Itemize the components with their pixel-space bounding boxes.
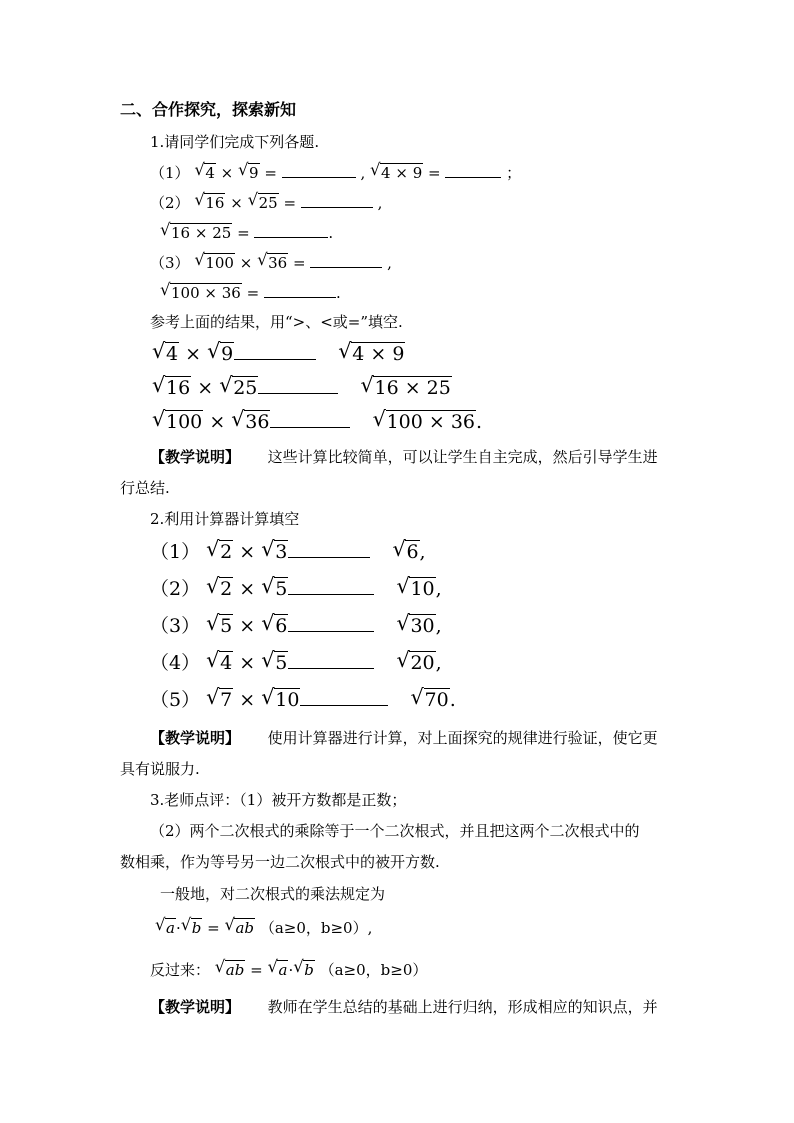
teaching-note-1-cont: 行总结. <box>120 479 170 497</box>
reverse-rule: 反过来： √ ab = √ a· √ b （a≥0，b≥0） <box>150 957 428 979</box>
sqrt-4: √ 4 <box>194 160 215 182</box>
sqrt-9: √ 9 <box>207 339 234 365</box>
sqrt-a: √ 7 <box>206 685 233 711</box>
row-number: （4） <box>150 652 201 674</box>
row-number: （2） <box>150 578 201 600</box>
answer-blank[interactable] <box>445 162 501 178</box>
answer-blank[interactable] <box>301 192 373 208</box>
sqrt-b: √ b <box>293 957 314 979</box>
q1-row2: （2） √ 16 × √ 25 = , <box>150 190 383 212</box>
sqrt-36: √ 36 <box>257 250 288 272</box>
compare-blank[interactable] <box>234 341 316 360</box>
compare-blank[interactable] <box>288 613 374 632</box>
sqrt-100: √ 100 <box>194 250 234 272</box>
sqrt-25: √ 25 <box>219 373 258 399</box>
sqrt-product: √ 4 × 9 <box>338 339 405 365</box>
sqrt-b: √ 6 <box>261 611 288 637</box>
note-text: 使用计算器进行计算，对上面探究的规律进行验证，使它更 <box>267 729 658 747</box>
sqrt-product: √ 100 × 36 <box>372 407 476 433</box>
q3-line3: 数相乘，作为等号另一边二次根式中的被开方数. <box>120 853 440 871</box>
sqrt-ab: √ ab <box>224 915 255 937</box>
sqrt-c: √ 20 <box>396 648 435 674</box>
sqrt-16: √ 16 <box>194 190 225 212</box>
sqrt-16: √ 16 <box>152 373 191 399</box>
sqrt-c: √ 70 <box>410 685 449 711</box>
q1-title: 1.请同学们完成下列各题. <box>150 133 320 151</box>
row-number: （3） <box>150 615 201 637</box>
q2-row1: （1） √ 2 × √ 3 √ 6, <box>150 537 426 563</box>
teaching-note-2 <box>150 728 658 748</box>
q1-row1: （1） √ 4 × √ 9 = , √ 4 × 9 = ； <box>150 160 522 182</box>
q1-row3b: √ 100 × 36 = . <box>160 280 341 302</box>
sqrt-a: √ 4 <box>206 648 233 674</box>
q3-line2: （2）两个二次根式的乘除等于一个二次根式，并且把这两个二次根式中的 <box>150 822 640 840</box>
sqrt-b: √ 10 <box>261 685 300 711</box>
sqrt-36: √ 36 <box>231 407 270 433</box>
sqrt-a: √ 2 <box>206 537 233 563</box>
teaching-note-3 <box>150 997 658 1017</box>
note-tag: 【教学说明】 <box>150 729 241 747</box>
compare-blank[interactable] <box>258 375 338 394</box>
rule-condition: （a≥0，b≥0）, <box>259 919 373 937</box>
q2-row5: （5） √ 7 × √ 10 √ 70. <box>150 685 456 711</box>
q2-row3: （3） √ 5 × √ 6 √ 30, <box>150 611 442 637</box>
q3-title: 3.老师点评：（1）被开方数都是正数； <box>150 791 407 809</box>
sqrt-product: √ 100 × 36 <box>160 280 241 302</box>
compare-row1: √ 4 × √ 9 √ 4 × 9 <box>152 339 405 365</box>
answer-blank[interactable] <box>310 252 382 268</box>
row-number: （3） <box>150 254 190 272</box>
sqrt-product: √ 16 × 25 <box>160 220 232 242</box>
compare-blank[interactable] <box>288 650 374 669</box>
row-number: （1） <box>150 541 201 563</box>
answer-blank[interactable] <box>254 222 328 238</box>
sqrt-100: √ 100 <box>152 407 203 433</box>
q3-general: 一般地，对二次根式的乘法规定为 <box>160 885 386 903</box>
teaching-note-2-cont: 具有说服力. <box>120 760 200 778</box>
sqrt-c: √ 30 <box>396 611 435 637</box>
compare-blank[interactable] <box>270 409 350 428</box>
reverse-label: 反过来： <box>150 961 211 979</box>
sqrt-ab: √ ab <box>214 957 245 979</box>
compare-row3: √ 100 × √ 36 √ 100 × 36. <box>152 407 483 433</box>
row-number: （2） <box>150 194 190 212</box>
note-tag: 【教学说明】 <box>150 448 241 466</box>
row-number: （1） <box>150 164 190 182</box>
sqrt-4: √ 4 <box>152 339 179 365</box>
reverse-condition: （a≥0，b≥0） <box>319 961 428 979</box>
sqrt-b: √ 3 <box>261 537 288 563</box>
teaching-note-1 <box>150 447 658 467</box>
answer-blank[interactable] <box>264 282 336 298</box>
answer-blank[interactable] <box>282 162 356 178</box>
multiplication-rule: √ a· √ b = √ ab （a≥0，b≥0）, <box>155 915 373 937</box>
compare-blank[interactable] <box>288 539 370 558</box>
q2-title: 2.利用计算器计算填空 <box>150 510 300 528</box>
compare-row2: √ 16 × √ 25 √ 16 × 25 <box>152 373 451 399</box>
q2-row4: （4） √ 4 × √ 5 √ 20, <box>150 648 442 674</box>
sqrt-25: √ 25 <box>247 190 278 212</box>
sqrt-a: √ a <box>267 957 288 979</box>
note-text: 这些计算比较简单，可以让学生自主完成，然后引导学生进 <box>267 448 658 466</box>
row-number: （5） <box>150 689 201 711</box>
sqrt-a: √ 5 <box>206 611 233 637</box>
note-tag: 【教学说明】 <box>150 998 241 1016</box>
sqrt-b: √ b <box>180 915 202 937</box>
sqrt-a: √ a <box>155 915 175 937</box>
sqrt-b: √ 5 <box>261 574 288 600</box>
section-title: 二、合作探究，探索新知 <box>120 100 297 119</box>
q2-row2: （2） √ 2 × √ 5 √ 10, <box>150 574 442 600</box>
sqrt-c: √ 6 <box>392 537 419 563</box>
sqrt-a: √ 2 <box>206 574 233 600</box>
sqrt-b: √ 5 <box>261 648 288 674</box>
q1-row2b: √ 16 × 25 = . <box>160 220 334 242</box>
note-text: 教师在学生总结的基础上进行归纳，形成相应的知识点，并 <box>267 998 658 1016</box>
sqrt-product: √ 4 × 9 <box>370 160 423 182</box>
compare-prompt: 参考上面的结果，用“>、<或=”填空. <box>150 313 403 331</box>
compare-blank[interactable] <box>300 687 388 706</box>
compare-blank[interactable] <box>288 576 374 595</box>
sqrt-c: √ 10 <box>396 574 435 600</box>
sqrt-9: √ 9 <box>238 160 259 182</box>
sqrt-product: √ 16 × 25 <box>360 373 451 399</box>
q1-row3: （3） √ 100 × √ 36 = , <box>150 250 392 272</box>
